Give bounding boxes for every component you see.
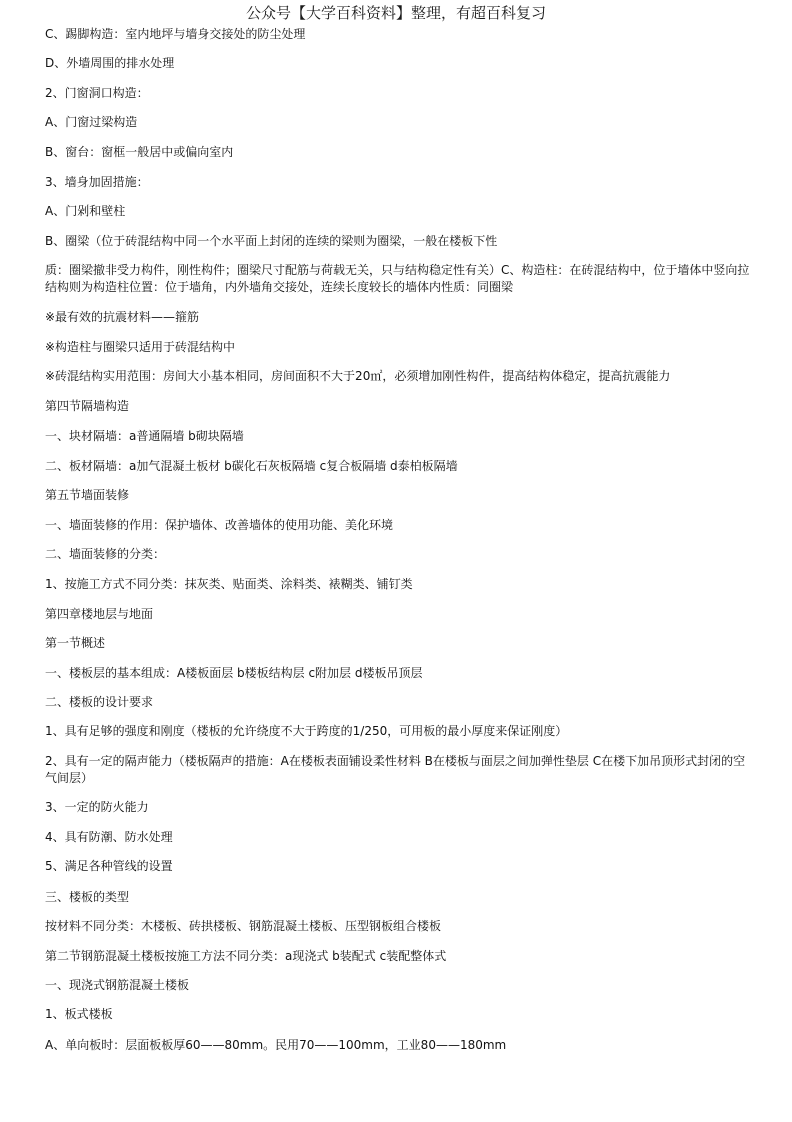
text-paragraph: B、圈梁（位于砖混结构中同一个水平面上封闭的连续的梁则为圈梁，一般在楼板下性 <box>45 234 498 248</box>
text-paragraph: A、单向板时：层面板板厚60——80mm。民用70——100mm，工业80——180mm <box>45 1038 507 1052</box>
text-paragraph: 2、具有一定的隔声能力（楼板隔声的措施：A在楼板表面铺设柔性材料 B在楼板与面层之间加弹性垫层 C在楼下加吊顶形式封闭的空气间层） <box>45 754 746 785</box>
text-paragraph: ※构造柱与圈梁只适用于砖混结构中 <box>45 340 236 354</box>
text-paragraph: 1、具有足够的强度和刚度（楼板的允许绕度不大于跨度的1/250，可用板的最小厚度来保证刚度） <box>45 724 568 738</box>
text-paragraph: 一、块材隔墙：a普通隔墙 b砌块隔墙 <box>45 429 244 443</box>
section-heading: 第二节钢筋混凝土楼板按施工方法不同分类：a现浇式 b装配式 c装配整体式 <box>45 949 447 963</box>
text-paragraph: 5、满足各种管线的设置 <box>45 859 173 873</box>
text-paragraph: 一、现浇式钢筋混凝土楼板 <box>45 978 190 992</box>
text-paragraph: 二、墙面装修的分类： <box>45 547 166 561</box>
text-paragraph: 2、门窗洞口构造： <box>45 86 149 100</box>
text-paragraph: ※最有效的抗震材料——箍筋 <box>45 310 200 324</box>
section-heading: 第一节概述 <box>45 636 106 650</box>
text-paragraph: C、踢脚构造：室内地坪与墙身交接处的防尘处理 <box>45 27 306 41</box>
page-header: 公众号【大学百科资料】整理，有超百科复习 <box>245 4 546 22</box>
text-paragraph: 1、板式楼板 <box>45 1007 113 1021</box>
text-paragraph: 三、楼板的类型 <box>45 890 130 904</box>
text-paragraph: A、门剁和壁柱 <box>45 204 126 218</box>
text-paragraph: 质：圈梁撤非受力构件，刚性构件；圈梁尺寸配筋与荷载无关，只与结构稳定性有关）C、构造柱：在砖混结构中，位于墙体中竖向拉结构则为构造柱位置：位于墙角，内外墙角交接处，连续长度较长的墙体内性质：同圈梁 <box>45 263 750 294</box>
text-paragraph: 按材料不同分类：木楼板、砖拱楼板、钢筋混凝土楼板、压型钢板组合楼板 <box>45 919 442 933</box>
section-heading: 第四节隔墙构造 <box>45 399 130 413</box>
text-paragraph: A、门窗过梁构造 <box>45 115 138 129</box>
text-paragraph: 4、具有防潮、防水处理 <box>45 830 173 844</box>
section-heading: 第五节墙面装修 <box>45 488 130 502</box>
text-paragraph: B、窗台：窗框一般居中或偏向室内 <box>45 145 234 159</box>
text-paragraph: 二、板材隔墙：a加气混凝土板材 b碳化石灰板隔墙 c复合板隔墙 d泰柏板隔墙 <box>45 459 458 473</box>
text-paragraph: 二、楼板的设计要求 <box>45 695 154 709</box>
text-paragraph: 3、墙身加固措施： <box>45 175 149 189</box>
chapter-heading: 第四章楼地层与地面 <box>45 607 154 621</box>
text-paragraph: D、外墙周围的排水处理 <box>45 56 175 70</box>
text-paragraph: 3、一定的防火能力 <box>45 800 149 814</box>
text-paragraph: 一、楼板层的基本组成：A楼板面层 b楼板结构层 c附加层 d楼板吊顶层 <box>45 666 423 680</box>
text-paragraph: 1、按施工方式不同分类：抹灰类、贴面类、涂料类、裱糊类、铺钉类 <box>45 577 413 591</box>
text-paragraph: 一、墙面装修的作用：保护墙体、改善墙体的使用功能、美化环境 <box>45 518 394 532</box>
text-paragraph: ※砖混结构实用范围：房间大小基本相同，房间面积不大于20㎡，必须增加刚性构件，提高结构体稳定，提高抗震能力 <box>45 369 671 383</box>
